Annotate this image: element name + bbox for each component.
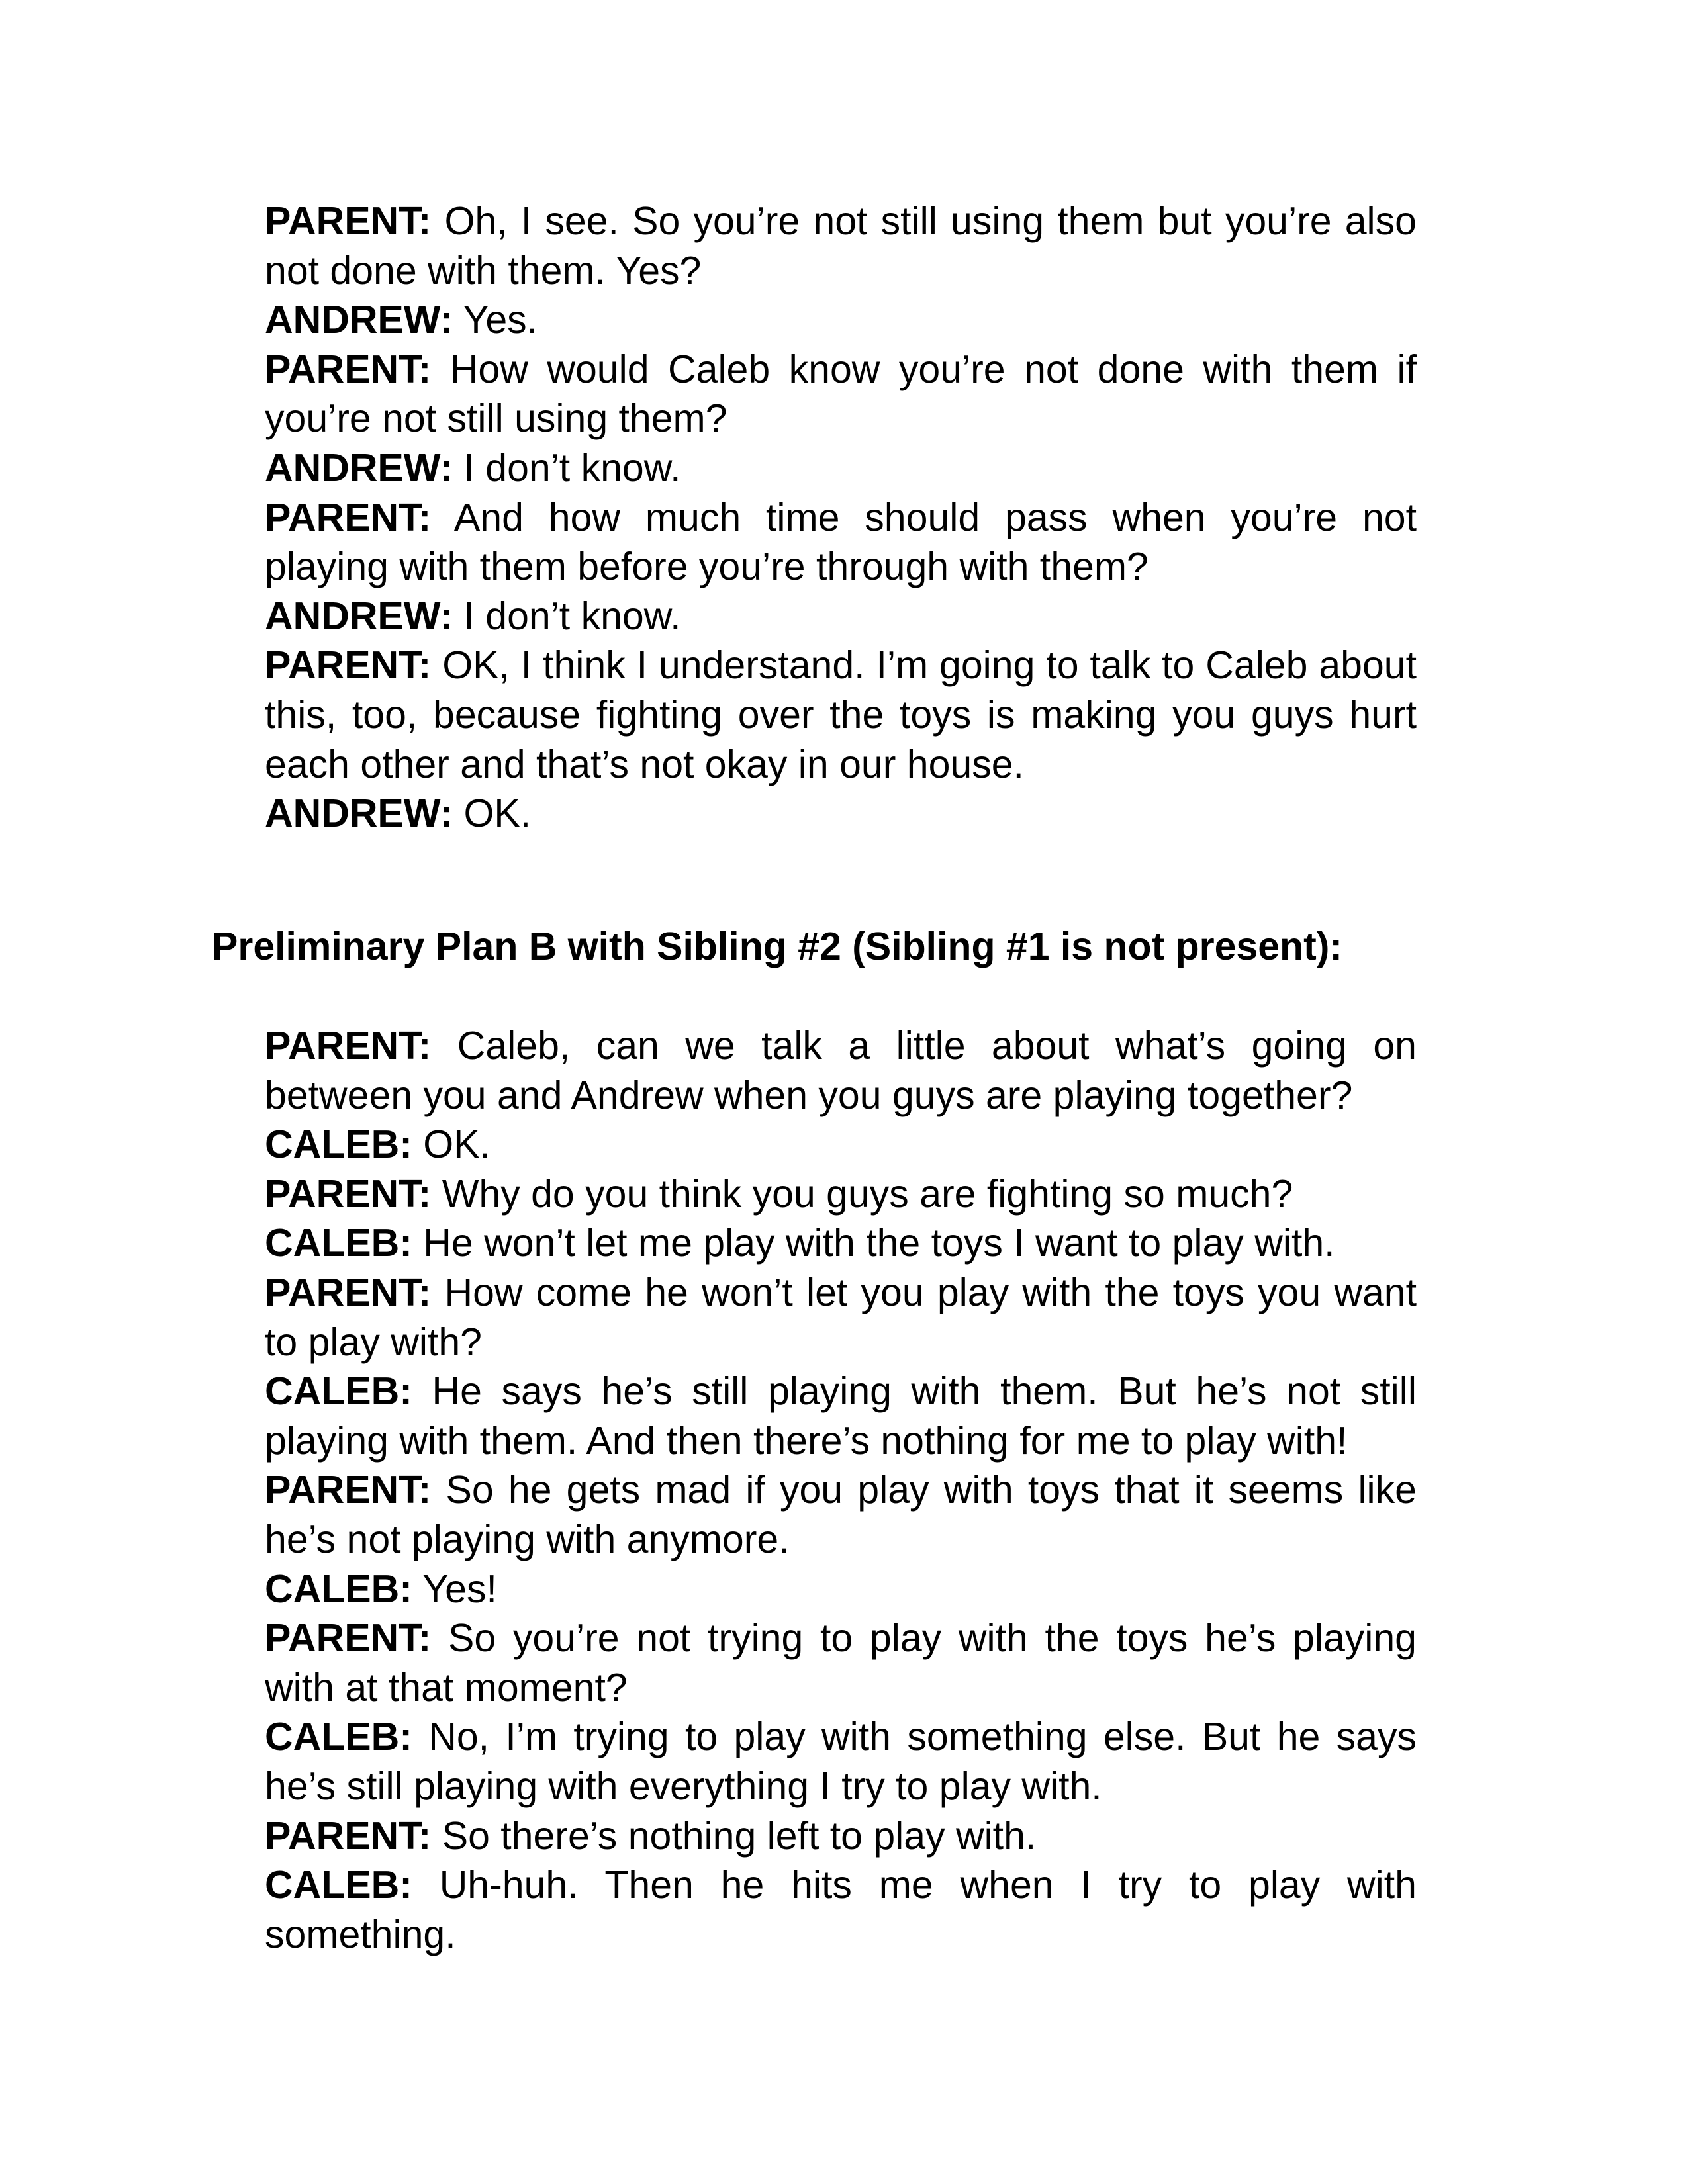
speaker-label: CALEB: — [265, 1221, 412, 1265]
dialogue-line — [265, 1021, 1417, 1120]
dialogue-line — [265, 1268, 1417, 1367]
dialogue-line — [265, 641, 1417, 789]
dialogue-line — [265, 345, 1417, 443]
speaker-label: PARENT: — [265, 1024, 432, 1068]
speaker-label: CALEB: — [265, 1715, 412, 1759]
speaker-label: ANDREW: — [265, 445, 453, 490]
dialogue-block-caleb — [265, 1021, 1417, 1959]
dialogue-line — [265, 1120, 1417, 1169]
speaker-label: PARENT: — [265, 1171, 432, 1216]
dialogue-line — [265, 1614, 1417, 1712]
line-text: I don’t know. — [463, 594, 681, 638]
line-text: No, I’m trying to play with something else. But he says he’s still playing with everything I try to play with. — [265, 1715, 1417, 1808]
line-text: Uh-huh. Then he hits me when I try to play with something. — [265, 1863, 1417, 1956]
line-text: OK. — [423, 1122, 491, 1167]
dialogue-block-andrew — [265, 197, 1417, 839]
line-text: So there’s nothing left to play with. — [442, 1813, 1037, 1858]
speaker-label: PARENT: — [265, 347, 432, 391]
speaker-label: PARENT: — [265, 1270, 432, 1314]
speaker-label: PARENT: — [265, 199, 432, 243]
line-text: I don’t know. — [463, 445, 681, 490]
speaker-label: CALEB: — [265, 1863, 412, 1907]
speaker-label: PARENT: — [265, 1468, 432, 1512]
speaker-label: CALEB: — [265, 1567, 412, 1611]
dialogue-line — [265, 1169, 1417, 1219]
line-text: He won’t let me play with the toys I want to play with. — [423, 1221, 1335, 1265]
speaker-label: PARENT: — [265, 1813, 432, 1858]
line-text: So he gets mad if you play with toys that it seems like he’s not playing with anymore. — [265, 1468, 1417, 1561]
dialogue-line — [265, 295, 1417, 345]
dialogue-line — [265, 1811, 1417, 1861]
dialogue-line — [265, 592, 1417, 641]
dialogue-line — [265, 197, 1417, 295]
speaker-label: ANDREW: — [265, 594, 453, 638]
speaker-label: PARENT: — [265, 1616, 432, 1661]
speaker-label: ANDREW: — [265, 298, 453, 342]
line-text: Yes. — [463, 298, 538, 342]
line-text: He says he’s still playing with them. But he’s not still playing with them. And then there’s nothing for me to play with! — [265, 1369, 1417, 1463]
dialogue-line — [265, 1565, 1417, 1614]
dialogue-line — [265, 1712, 1417, 1811]
line-text: How would Caleb know you’re not done with them if you’re not still using them? — [265, 347, 1417, 441]
dialogue-line — [265, 1860, 1417, 1959]
line-text: Yes! — [422, 1567, 497, 1611]
line-text: Oh, I see. So you’re not still using them but you’re also not done with them. Yes? — [265, 199, 1417, 293]
line-text: OK, I think I understand. I’m going to talk to Caleb about this, too, because fighting over the toys is making you guys hurt each other and that’s not okay in our house. — [265, 643, 1417, 786]
dialogue-line — [265, 443, 1417, 493]
line-text: How come he won’t let you play with the toys you want to play with? — [265, 1270, 1417, 1364]
speaker-label: PARENT: — [265, 495, 432, 539]
speaker-label: PARENT: — [265, 643, 432, 688]
dialogue-line — [265, 789, 1417, 839]
dialogue-line — [265, 1367, 1417, 1465]
dialogue-line — [265, 1218, 1417, 1268]
dialogue-line — [265, 1465, 1417, 1564]
speaker-label: ANDREW: — [265, 792, 453, 836]
line-text: So you’re not trying to play with the toys he’s playing with at that moment? — [265, 1616, 1417, 1709]
line-text: And how much time should pass when you’re not playing with them before you’re through with them? — [265, 495, 1417, 589]
speaker-label: CALEB: — [265, 1122, 412, 1167]
dialogue-line — [265, 493, 1417, 592]
section-heading: Preliminary Plan B with Sibling #2 (Sibling #1 is not present): — [212, 925, 1343, 968]
line-text: Caleb, can we talk a little about what’s going on between you and Andrew when you guys are playing together? — [265, 1024, 1417, 1117]
line-text: Why do you think you guys are fighting so much? — [442, 1171, 1293, 1216]
line-text: OK. — [463, 792, 532, 836]
speaker-label: CALEB: — [265, 1369, 412, 1414]
